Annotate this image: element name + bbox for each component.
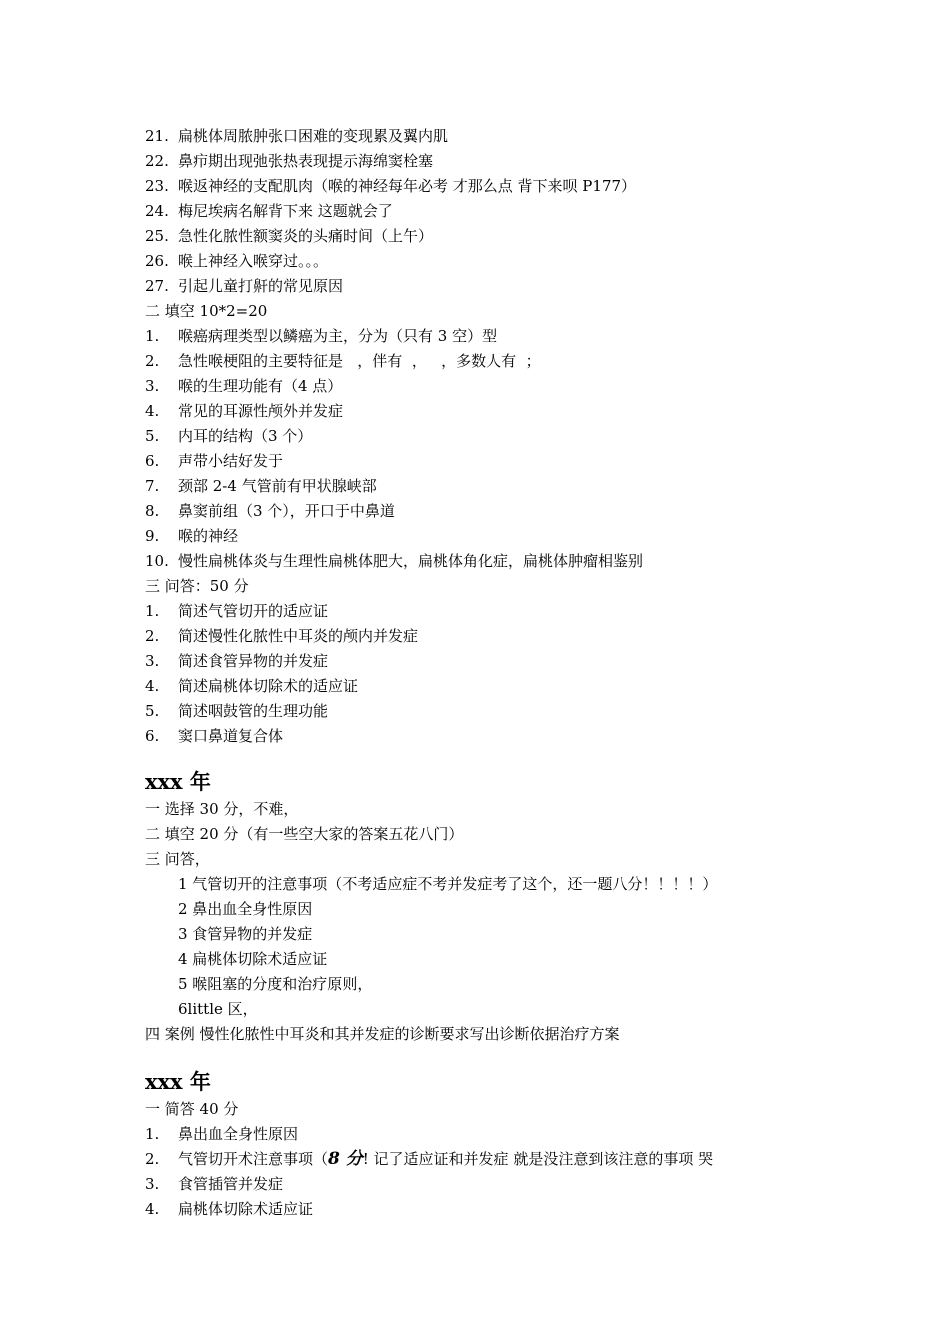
paragraph-line: 三 问答， bbox=[145, 850, 210, 868]
list-item: 25. 急性化脓性额窦炎的头痛时间（上午） bbox=[145, 227, 434, 245]
list-item: 4. 常见的耳源性颅外并发症 bbox=[145, 402, 344, 420]
paragraph-line: 一 选择 30 分，不难， bbox=[145, 800, 299, 818]
paragraph-line: 二 填空 20 分（有一些空大家的答案五花八门） bbox=[145, 825, 464, 843]
list-item: 23. 喉返神经的支配肌肉（喉的神经每年必考 才那么点 背下来呗 P177） bbox=[145, 177, 637, 195]
year-heading: xxx 年 bbox=[145, 1069, 211, 1094]
emphasis-score: 8 分 bbox=[328, 1149, 363, 1169]
list-item: 21. 扁桃体周脓肿张口困难的变现累及翼内肌 bbox=[145, 127, 449, 145]
list-item: 24. 梅尼埃病名解背下来 这题就会了 bbox=[145, 202, 393, 220]
list-item: 7. 颈部 2-4 气管前有甲状腺峡部 bbox=[145, 477, 377, 495]
sub-item: 1 气管切开的注意事项（不考适应症不考并发症考了这个，还一题八分！！！！） bbox=[178, 875, 718, 893]
list-item: 10. 慢性扁桃体炎与生理性扁桃体肥大，扁桃体角化症，扁桃体肿瘤相鉴别 bbox=[145, 552, 644, 570]
sub-item: 4 扁桃体切除术适应证 bbox=[178, 950, 328, 968]
section-title-fill: 二 填空 10*2=20 bbox=[145, 302, 268, 320]
year-heading: xxx 年 bbox=[145, 769, 211, 794]
list-item: 5. 内耳的结构（3 个） bbox=[145, 427, 313, 445]
list-item: 27. 引起儿童打鼾的常见原因 bbox=[145, 277, 344, 295]
list-item: 4. 扁桃体切除术适应证 bbox=[145, 1200, 314, 1218]
list-item: 9. 喉的神经 bbox=[145, 527, 239, 545]
list-item: 8. 鼻窦前组（3 个），开口于中鼻道 bbox=[145, 502, 395, 520]
list-item: 2. 急性喉梗阻的主要特征是 ，伴有 ， ，多数人有 ； bbox=[145, 352, 541, 370]
list-item: 4. 简述扁桃体切除术的适应证 bbox=[145, 677, 359, 695]
list-item: 22. 鼻疖期出现弛张热表现提示海绵窦栓塞 bbox=[145, 152, 434, 170]
list-item: 1. 简述气管切开的适应证 bbox=[145, 602, 329, 620]
list-item: 6. 声带小结好发于 bbox=[145, 452, 284, 470]
paragraph-line: 四 案例 慢性化脓性中耳炎和其并发症的诊断要求写出诊断依据治疗方案 bbox=[145, 1025, 620, 1043]
sub-item: 5 喉阻塞的分度和治疗原则， bbox=[178, 975, 373, 993]
section-title: 一 简答 40 分 bbox=[145, 1100, 239, 1118]
list-item: 3. 简述食管异物的并发症 bbox=[145, 652, 329, 670]
list-item: 1. 鼻出血全身性原因 bbox=[145, 1125, 299, 1143]
sub-item: 2 鼻出血全身性原因 bbox=[178, 900, 313, 918]
sub-item: 3 食管异物的并发症 bbox=[178, 925, 313, 943]
section-title-qa: 三 问答：50 分 bbox=[145, 577, 249, 595]
list-item: 3. 喉的生理功能有（4 点） bbox=[145, 377, 343, 395]
list-item: 6. 窦口鼻道复合体 bbox=[145, 727, 284, 745]
sub-item: 6little 区， bbox=[178, 1000, 258, 1018]
list-item: 2. 简述慢性化脓性中耳炎的颅内并发症 bbox=[145, 627, 419, 645]
list-item: 2. 气管切开术注意事项（8 分! 记了适应证和并发症 就是没注意到该注意的事项 哭 bbox=[145, 1149, 714, 1169]
list-item: 1. 喉癌病理类型以鳞癌为主，分为（只有 3 空）型 bbox=[145, 327, 498, 345]
list-item: 26. 喉上神经入喉穿过。。。 bbox=[145, 252, 329, 270]
list-item: 5. 简述咽鼓管的生理功能 bbox=[145, 702, 329, 720]
list-item: 3. 食管插管并发症 bbox=[145, 1175, 284, 1193]
